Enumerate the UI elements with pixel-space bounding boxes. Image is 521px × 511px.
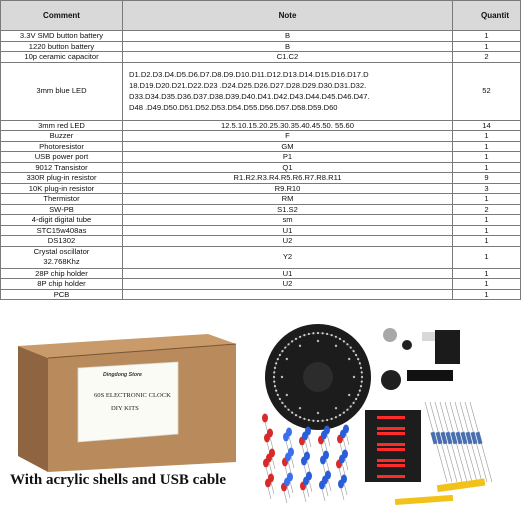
cell-note: Q1 [123,162,453,173]
table-row [1,279,521,290]
led-pad [299,336,301,338]
led-pad [286,394,288,396]
digit-segment [377,459,405,462]
led-lead [325,484,328,496]
digit-segment [377,464,405,467]
led-pad [299,416,301,418]
cell-qty: 1 [453,279,521,290]
table-row [1,141,521,152]
led-lead [290,481,293,493]
led-pad [279,354,281,356]
led [262,414,268,423]
led [267,429,273,438]
table-row [1,194,521,205]
clock-pcb [265,324,371,430]
led-lead [270,437,273,449]
cell-qty: 1 [453,225,521,236]
led-pad [303,334,305,336]
cell-note: B [123,41,453,52]
header-comment: Comment [1,1,123,31]
cell-note: F [123,131,453,142]
digit-segment [377,475,405,478]
led-lead [303,490,306,502]
cell-note: RM [123,194,453,205]
led-pad [353,376,355,378]
led [342,450,348,459]
table-row [1,120,521,131]
cell-comment [1,246,123,268]
led-pad [361,371,363,373]
led-pad [281,376,283,378]
led-pad [299,345,301,347]
led-pad [352,402,354,404]
led-lead [287,486,290,498]
led-pad [295,414,297,416]
cell-qty: 1 [453,246,521,268]
led-pad [284,405,286,407]
led-pad [335,416,337,418]
led-pad [359,389,361,391]
led-pad [335,336,337,338]
cell-comment: SW-PB [1,204,123,215]
led [269,449,275,458]
cell-comment: STC15w408as [1,225,123,236]
led-pad [352,350,354,352]
led-lead [343,438,346,450]
led-pad [284,346,286,348]
note-line: D48 .D49.D50.D51.D52.D53.D54.D55.D56.D57.D58.D59.D60 [129,103,338,112]
box-brand: Dingdong Store [103,372,142,378]
cell-comment: 3mm blue LED [1,62,123,120]
cell-qty: 14 [453,120,521,131]
note-line: 18.D19.D20.D21.D22.D23 .D24.D25.D26.D27.D28.D29.D30.D31.D32. [129,81,367,90]
led-pad [321,332,323,334]
led-pad [355,398,357,400]
led-pad [287,343,289,345]
led-lead [324,439,327,451]
table-row [1,204,521,215]
led [343,425,349,434]
led-pad [339,338,341,340]
led-pad [317,420,319,422]
button-battery [383,328,397,342]
led-pad [281,350,283,352]
cell-qty: 2 [453,52,521,63]
led-lead [307,460,310,472]
cell-comment: 3mm red LED [1,120,123,131]
led-pad [343,340,345,342]
digit-segment [377,416,405,419]
cell-qty: 1 [453,215,521,226]
led [288,448,294,457]
led-pad [295,338,297,340]
led-pad [273,380,275,382]
cell-note [123,62,453,120]
cell-comment: USB power port [1,152,123,163]
led-pad [361,380,363,382]
table-row [1,215,521,226]
header-quantity: Quantit [453,1,521,31]
table-row [1,246,521,268]
cell-comment: Thermistor [1,194,123,205]
cell-comment: 10p ceramic capacitor [1,52,123,63]
led-pad [317,340,319,342]
led-lead [284,491,287,503]
cell-note: R9.R10 [123,183,453,194]
led-pad [274,367,276,369]
box-title: 60S ELECTRONIC CLOCK [94,392,171,399]
led-pad [357,358,359,360]
digit-segment [377,427,405,430]
kit-components-photo [255,322,487,508]
led [324,426,330,435]
led-lead [305,440,308,452]
led [286,428,292,437]
cell-comment: 3.3V SMD button battery [1,31,123,42]
led-lead [269,462,272,474]
buzzer [402,340,412,350]
table-row [1,62,521,120]
led-pad [291,340,293,342]
led-pad [326,419,328,421]
cell-note: 12.5.10.15.20.25.30.35.40.45.50. 55.60 [123,120,453,131]
led-pad [317,412,319,414]
table-row [1,162,521,173]
led-lead [345,458,348,470]
cell-qty: 1 [453,194,521,205]
cell-note: U2 [123,279,453,290]
led-pad [335,407,337,409]
cell-note: B [123,31,453,42]
table-row [1,183,521,194]
led-pad [275,362,277,364]
cell-qty: 1 [453,268,521,279]
led-pad [343,411,345,413]
table-row [1,52,521,63]
led-pad [274,385,276,387]
led-lead [346,433,349,445]
led-lead [271,482,274,494]
led [306,472,312,481]
led-lead [288,461,291,473]
led-lead [341,488,344,500]
led-pad [277,394,279,396]
led-pad [312,420,314,422]
resistor-strips [425,402,492,482]
cell-qty: 52 [453,62,521,120]
cell-qty: 1 [453,236,521,247]
led-pad [279,398,281,400]
led-pad [281,402,283,404]
cell-comment: PCB [1,289,123,300]
header-note: Note [123,1,453,31]
comment-line: 32.768Khz [43,257,80,266]
led-pad [317,332,319,334]
cell-comment: Buzzer [1,131,123,142]
usb-port [422,332,435,341]
kit-box-photo [8,326,240,476]
led-lead [268,487,271,499]
led-pad [348,358,350,360]
led-pad [291,411,293,413]
led-pad [346,343,348,345]
cell-note [123,289,453,300]
cell-comment: 8P chip holder [1,279,123,290]
led [325,471,331,480]
cell-qty: 1 [453,31,521,42]
table-row [1,173,521,184]
cell-qty: 1 [453,162,521,173]
led-pad [330,418,332,420]
cell-note: U1 [123,268,453,279]
table-row [1,236,521,247]
cell-qty: 1 [453,41,521,52]
resistor-tape [395,495,453,505]
cell-note: R1.R2.R3.R4.R5.R6.R7.R8.R11 [123,173,453,184]
led [323,451,329,460]
led [287,473,293,482]
cell-note: S1.S2 [123,204,453,215]
led [304,452,310,461]
led-pad [350,405,352,407]
digit-segment [377,432,405,435]
chip-holder-28p [435,330,460,364]
cell-comment: 1220 button battery [1,41,123,52]
table-header-row [1,1,521,31]
cell-comment: Photoresistor [1,141,123,152]
led-pad [308,419,310,421]
cell-comment: DS1302 [1,236,123,247]
photoresistor [381,370,401,390]
digit-segment [377,443,405,446]
led [341,475,347,484]
led-pad [308,333,310,335]
led-pad [359,362,361,364]
comment-line: Crystal oscillator [33,246,90,256]
led-lead [342,463,345,475]
cell-qty: 3 [453,183,521,194]
caption: With acrylic shells and USB cable [10,472,226,488]
cell-comment: 10K plug-in resistor [1,183,123,194]
cell-qty: 1 [453,131,521,142]
led [305,427,311,436]
led-pad [312,332,314,334]
box-subtitle: DIY KITS [111,405,139,412]
table-row [1,41,521,52]
led-lead [322,489,325,501]
resistor-tape [437,479,486,493]
led-pad [348,394,350,396]
led-pad [350,346,352,348]
cell-qty: 1 [453,141,521,152]
cell-note: Y2 [123,246,453,268]
led-lead [309,480,312,492]
led-pad [355,354,357,356]
led-pad [360,367,362,369]
led-pad [360,385,362,387]
led-lead [289,436,292,448]
table-row [1,152,521,163]
cell-qty: 1 [453,289,521,300]
cell-note: P1 [123,152,453,163]
cell-note: GM [123,141,453,152]
cell-note: sm [123,215,453,226]
led-lead [308,435,311,447]
led-pad [321,420,323,422]
led-pad [273,376,275,378]
led-pad [339,414,341,416]
cell-qty: 1 [453,152,521,163]
cell-comment: 330R plug-in resistor [1,173,123,184]
led-lead [306,485,309,497]
led-lead [327,434,330,446]
note-line: D1.D2.D3.D4.D5.D6.D7.D8.D9.D10.D11.D12.D13.D14.D15.D16.D17.D [129,70,369,79]
led-pad [335,345,337,347]
led-pad [286,358,288,360]
led [268,474,274,483]
table-row [1,225,521,236]
cell-note: U1 [123,225,453,236]
led-pad [346,409,348,411]
table-row [1,268,521,279]
table-row [1,289,521,300]
cell-qty: 9 [453,173,521,184]
chip-stc15w408as [407,370,453,381]
led-lead [272,457,275,469]
digit-segment [377,448,405,451]
note-line: D33.D34.D35.D36.D37.D38.D39.D40.D41.D42.D43.D44.D45.D46.D47. [129,92,370,101]
led-pad [326,333,328,335]
led-pad [330,334,332,336]
cell-comment: 4-digit digital tube [1,215,123,226]
led-lead [328,479,331,491]
table-row [1,31,521,42]
led-pad [275,389,277,391]
table-row [1,131,521,142]
cell-note: C1.C2 [123,52,453,63]
cell-note: U2 [123,236,453,247]
led-pad [357,394,359,396]
led-pad [277,358,279,360]
led-lead [344,483,347,495]
led-pad [303,418,305,420]
led-pad [299,407,301,409]
cell-comment: 28P chip holder [1,268,123,279]
led-lead [326,459,329,471]
led-lead [291,456,294,468]
cell-qty: 2 [453,204,521,215]
led-pad [273,371,275,373]
led-pad [361,376,363,378]
cell-comment: 9012 Transistor [1,162,123,173]
led-pad [287,409,289,411]
